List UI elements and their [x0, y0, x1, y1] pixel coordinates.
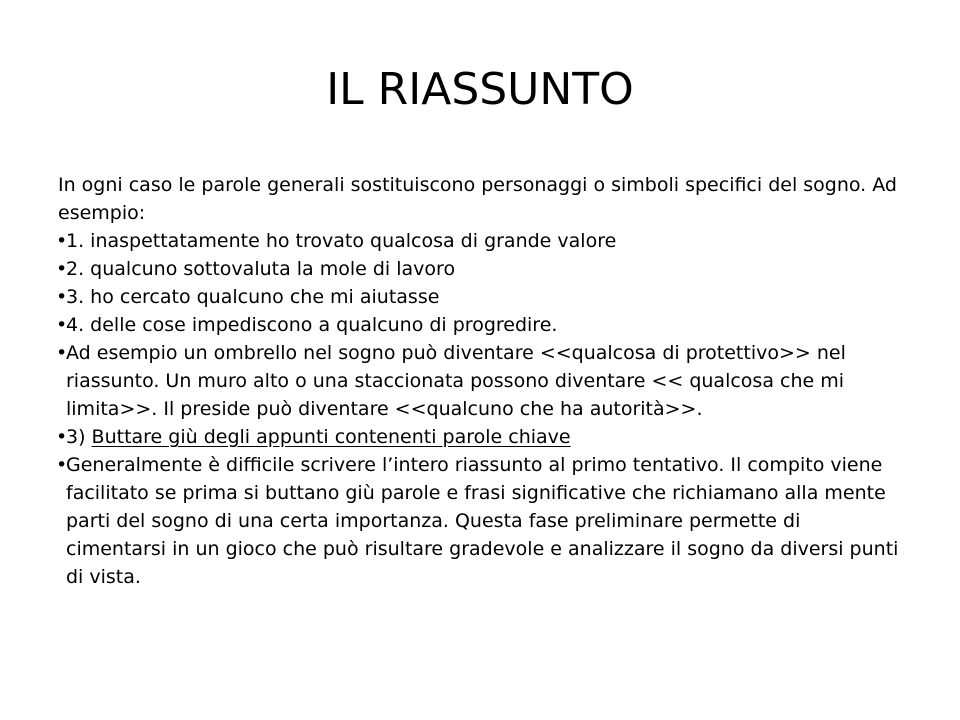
bullet-closing-paragraph: • Generalmente è difficile scrivere l’intero riassunto al primo tentativo. Il compito viene facilitato se prima si buttano giù parole e frasi significative che richiamano alla mente parti del sogno di una certa importanza. Questa fase preliminare permette di cimentarsi in un gioco che può risultare gradevole e analizzare il sogno da diversi punti di vista. [58, 451, 906, 591]
section-heading-underlined: Buttare giù degli appunti contenenti parole chiave [91, 426, 571, 448]
bullet-item-4: • 4. delle cose impediscono a qualcuno di progredire. [58, 311, 906, 339]
slide-body [58, 171, 906, 591]
bullet-example-paragraph: • Ad esempio un ombrello nel sogno può diventare <<qualcosa di protettivo>> nel riassunto. Un muro alto o una staccionata possono diventare << qualcosa che mi limita>>. Il preside può diventare <<qualcuno che ha autorità>>. [58, 339, 906, 423]
intro-paragraph: In ogni caso le parole generali sostituiscono personaggi o simboli specifici del sogno. Ad esempio: [58, 174, 897, 224]
bullet-item-2: • 2. qualcuno sottovaluta la mole di lavoro [58, 255, 906, 283]
slide-title: IL RIASSUNTO [326, 64, 634, 115]
bullet-item-1: • 1. inaspettatamente ho trovato qualcosa di grande valore [58, 227, 906, 255]
section-number: 3) [66, 426, 92, 448]
bullet-section-heading [58, 423, 906, 451]
bullet-item-3: • 3. ho cercato qualcuno che mi aiutasse [58, 283, 906, 311]
